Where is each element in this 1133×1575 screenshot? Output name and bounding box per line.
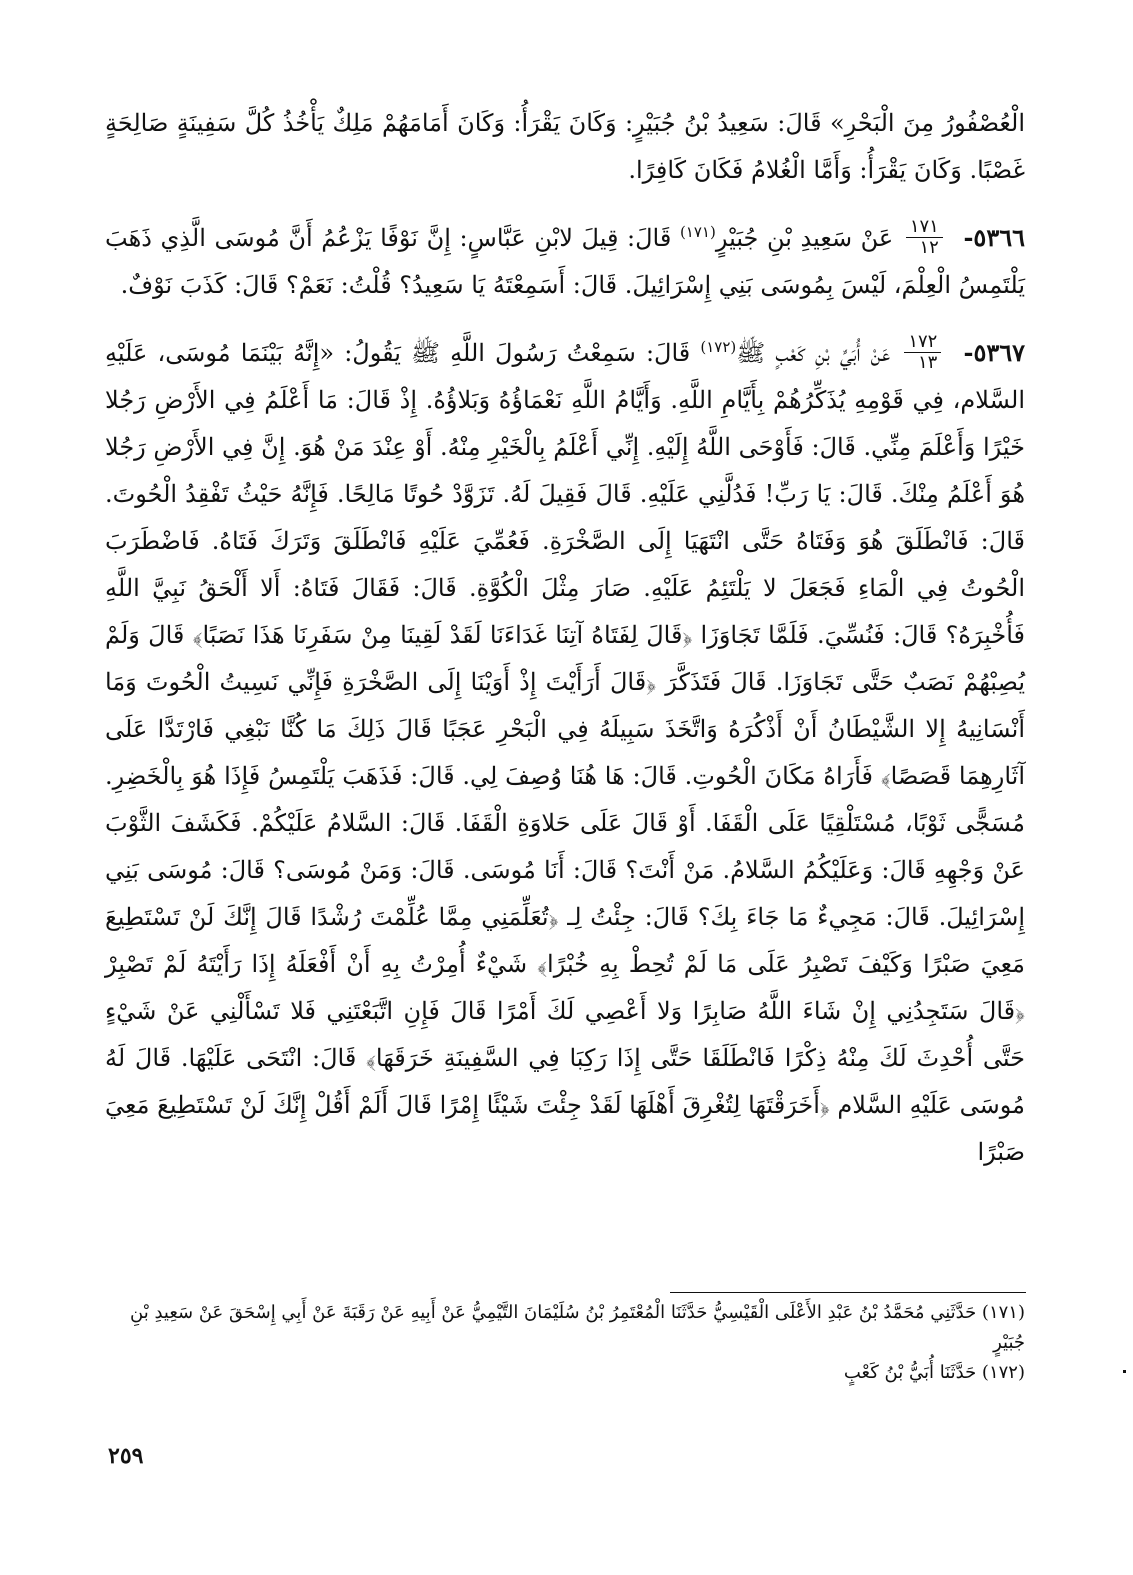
hadith-number: ٥٣٦٦-	[963, 223, 1025, 252]
footnote-reference: (١٧٢)	[700, 338, 737, 356]
hadith-5367	[105, 329, 1025, 1176]
paragraph-continuation	[105, 100, 1025, 194]
hadith-5366	[105, 214, 1025, 309]
footnotes	[105, 1298, 1025, 1388]
hadith-text: قَالَ: سَمِعْتُ رَسُولَ اللَّهِ ﷺ يَقُولُ: «إِنَّهُ بَيْنَمَا مُوسَى، عَلَيْهِ السَّلام، فِي قَوْمِهِ يُذَكِّرُهُمْ بِأَيَّامِ اللَّهِ. وَأَيَّامُ اللَّهِ نَعْمَاؤُهُ وَبَلاؤُهُ. إِذْ قَالَ: مَا أَعْلَمُ فِي الأَرْضِ رَجُلا خَيْرًا وَأَعْلَمَ مِنِّي. قَالَ: فَأَوْحَى اللَّهُ إِلَيْهِ. إِنِّي أَعْلَمُ بِالْخَيْرِ مِنْهُ. أَوْ عِنْدَ مَنْ هُوَ. إِنَّ فِي الأَرْضِ رَجُلا هُوَ أَعْلَمُ مِنْكَ. قَالَ: يَا رَبِّ! فَدُلَّنِي عَلَيْهِ. قَالَ فَقِيلَ لَهُ. تَزَوَّدْ حُوتًا مَالِحًا. فَإِنَّهُ حَيْثُ تَفْقِدُ الْحُوتَ. قَالَ: فَانْطَلَقَ هُوَ وَفَتَاهُ حَتَّى انْتَهَيَا إِلَى الصَّخْرَةِ. فَعُمِّيَ عَلَيْهِ فَانْطَلَقَ وَتَرَكَ فَتَاهُ. فَاضْطَرَبَ الْحُوتُ فِي الْمَاءِ فَجَعَلَ لا يَلْتَئِمُ عَلَيْهِ. صَارَ مِثْلَ الْكُوَّةِ. قَالَ: فَقَالَ فَتَاهُ: أَلا أَلْحَقُ نَبِيَّ اللَّهِ فَأُخْبِرَهُ؟ قَالَ: فَنُسِّيَ. فَلَمَّا تَجَاوَزَا ﴿قَالَ لِفَتَاهُ آتِنَا غَدَاءَنَا لَقَدْ لَقِينَا مِنْ سَفَرِنَا هَذَا نَصَبًا﴾ قَالَ وَلَمْ يُصِبْهُمْ نَصَبٌ حَتَّى تَجَاوَزَا. قَالَ فَتَذَكَّرَ ﴿قَالَ أَرَأَيْتَ إِذْ أَوَيْنَا إِلَى الصَّخْرَةِ فَإِنِّي نَسِيتُ الْحُوتَ وَمَا أَنْسَانِيهُ إِلا الشَّيْطَانُ أَنْ أَذْكُرَهُ وَاتَّخَذَ سَبِيلَهُ فِي الْبَحْرِ عَجَبًا قَالَ ذَلِكَ مَا كُنَّا نَبْغِي فَارْتَدَّا عَلَى آثَارِهِمَا قَصَصًا﴾ فَأَرَاهُ مَكَانَ الْحُوتِ. قَالَ: هَا هُنَا وُصِفَ لِي. قَالَ: فَذَهَبَ يَلْتَمِسُ فَإِذَا هُوَ بِالْخَضِرِ. مُسَجًّى ثَوْبًا، مُسْتَلْقِيًا عَلَى الْقَفَا. أَوْ قَالَ عَلَى حَلاوَةِ الْقَفَا. قَالَ: السَّلامُ عَلَيْكُمْ. فَكَشَفَ الثَّوْبَ عَنْ وَجْهِهِ قَالَ: وَعَلَيْكُمُ السَّلامُ. مَنْ أَنْتَ؟ قَالَ: أَنَا مُوسَى. قَالَ: وَمَنْ مُوسَى؟ قَالَ: مُوسَى بَنِي إِسْرَائِيلَ. قَالَ: مَجِيءٌ مَا جَاءَ بِكَ؟ قَالَ: جِئْتُ لِـ ﴿تُعَلِّمَنِي مِمَّا عُلِّمْتَ رُشْدًا قَالَ إِنَّكَ لَنْ تَسْتَطِيعَ مَعِيَ صَبْرًا وَكَيْفَ تَصْبِرُ عَلَى مَا لَمْ تُحِطْ بِهِ خُبْرًا﴾ شَيْءٌ أُمِرْتُ بِهِ أَنْ أَفْعَلَهُ إِذَا رَأَيْتَهُ لَمْ تَصْبِرْ ﴿قَالَ سَتَجِدُنِي إِنْ شَاءَ اللَّهُ صَابِرًا وَلا أَعْصِي لَكَ أَمْرًا قَالَ فَإِنِ اتَّبَعْتَنِي فَلا تَسْأَلْنِي عَنْ شَيْءٍ حَتَّى أُحْدِثَ لَكَ مِنْهُ ذِكْرًا فَانْطَلَقَا حَتَّى إِذَا رَكِبَا فِي السَّفِينَةِ خَرَقَهَا﴾ قَالَ: انْتَحَى عَلَيْهَا. قَالَ لَهُ مُوسَى عَلَيْهِ السَّلام ﴿أَخَرَقْتَهَا لِتُغْرِقَ أَهْلَهَا لَقَدْ جِئْتَ شَيْئًا إِمْرًا قَالَ أَلَمْ أَقُلْ إِنَّكَ لَنْ تَسْتَطِيعَ مَعِيَ صَبْرًا	[105, 339, 1025, 1166]
footnote-divider	[670, 1292, 1026, 1293]
footnote-172: (١٧٢) حَدَّثَنَا أُبَيُّ بْنُ كَعْبٍ	[843, 1362, 1025, 1383]
hadith-narrator: عَنْ سَعِيدِ بْنِ جُبَيْرٍ	[715, 224, 894, 252]
hadith-fraction	[906, 218, 943, 257]
fraction-bottom: ١٢	[919, 237, 939, 258]
fraction-top: ١٧٢	[904, 333, 941, 353]
hadith-narrator: عَنْ أُبَيِّ بْنِ كَعْبٍ ﷺ	[736, 339, 891, 367]
page-number: ٢٥٩	[108, 1443, 144, 1469]
main-text	[105, 100, 1025, 1176]
fraction-bottom: ١٣	[918, 352, 938, 373]
hadith-fraction	[904, 333, 941, 372]
margin-mark	[1123, 1370, 1126, 1373]
hadith-number: ٥٣٦٧-	[963, 338, 1025, 367]
footnote-171: (١٧١) حَدَّثَنِي مُحَمَّدُ بْنُ عَبْدِ الأَعْلَى الْقَيْسِيُّ حَدَّثَنَا الْمُعْتَمِرُ بْنُ سُلَيْمَانَ التَّيْمِيُّ عَنْ أَبِيهِ عَنْ رَقَبَةَ عَنْ أَبِي إِسْحَقَ عَنْ سَعِيدِ بْنِ جُبَيْرٍ	[130, 1302, 1025, 1353]
fraction-top: ١٧١	[906, 218, 943, 238]
footnote-reference: (١٧١)	[679, 223, 716, 241]
hadith-text: قَالَ: قِيلَ لابْنِ عَبَّاسٍ: إِنَّ نَوْفًا يَزْعُمُ أَنَّ مُوسَى الَّذِي ذَهَبَ يَلْتَمِسُ الْعِلْمَ، لَيْسَ بِمُوسَى بَنِي إِسْرَائِيلَ. قَالَ: أَسَمِعْتَهُ يَا سَعِيدُ؟ قُلْتُ: نَعَمْ؟ قَالَ: كَذَبَ نَوْفٌ.	[105, 224, 1025, 299]
paragraph-text: الْعُصْفُورُ مِنَ الْبَحْرِ» قَالَ: سَعِيدُ بْنُ جُبَيْرٍ: وَكَانَ يَقْرَأُ: وَكَانَ أَمَامَهُمْ مَلِكٌ يَأْخُذُ كُلَّ سَفِينَةٍ صَالِحَةٍ غَصْبًا. وَكَانَ يَقْرَأُ: وَأَمَّا الْغُلامُ فَكَانَ كَافِرًا.	[105, 109, 1025, 184]
